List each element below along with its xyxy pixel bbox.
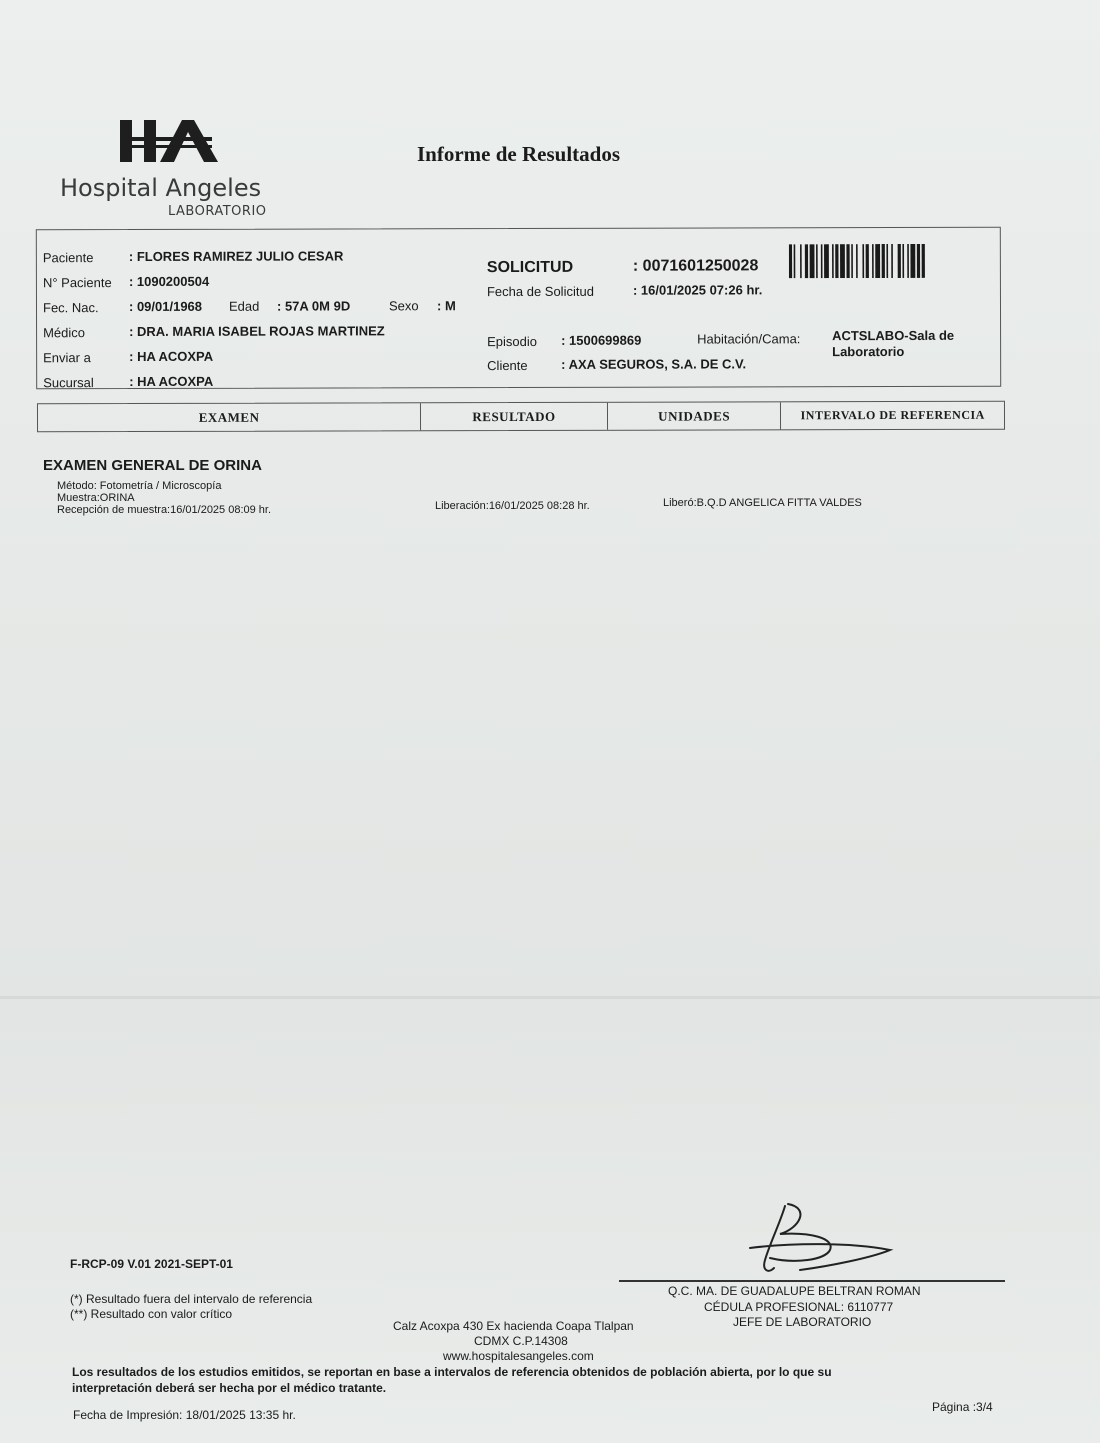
ha-logo-icon	[120, 118, 220, 164]
value-habitacion-1: ACTSLABO-Sala de	[832, 327, 955, 344]
label-fec-nac: Fec. Nac.	[42, 300, 99, 316]
logo-name: Hospital Angeles	[60, 174, 262, 202]
value-num-paciente: : 1090200504	[128, 273, 210, 290]
label-paciente: Paciente	[42, 250, 94, 266]
value-sexo: : M	[436, 298, 456, 314]
col-intervalo: INTERVALO DE REFERENCIA	[800, 407, 985, 423]
label-habitacion: Habitación/Cama:	[697, 331, 801, 347]
address-line-1: Calz Acoxpa 430 Ex hacienda Coapa Tlalpan	[393, 1319, 634, 1333]
exam-recepcion: Recepción de muestra:16/01/2025 08:09 hr.	[57, 504, 272, 516]
col-resultado: RESULTADO	[421, 403, 608, 430]
patient-info-box	[36, 227, 1001, 390]
signer-name: Q.C. MA. DE GUADALUPE BELTRAN ROMAN	[668, 1284, 921, 1298]
print-date: Fecha de Impresión: 18/01/2025 13:35 hr.	[73, 1408, 296, 1422]
signature-icon	[740, 1198, 910, 1280]
label-cliente: Cliente	[487, 357, 528, 374]
page-number: Página :3/4	[932, 1400, 993, 1414]
legend-critical: (**) Resultado con valor crítico	[70, 1307, 233, 1321]
legend-out-of-range: (*) Resultado fuera del intervalo de referencia	[70, 1292, 313, 1306]
label-medico: Médico	[43, 325, 86, 341]
exam-libero: Liberó:B.Q.D ANGELICA FITTA VALDES	[663, 497, 862, 509]
address-line-2: CDMX C.P.14308	[474, 1334, 568, 1348]
form-code: F-RCP-09 V.01 2021-SEPT-01	[70, 1257, 233, 1271]
value-habitacion-2: Laboratorio	[832, 343, 905, 360]
col-examen: EXAMEN	[38, 403, 421, 431]
signature-line	[619, 1280, 1005, 1282]
col-unidades: UNIDADES	[608, 402, 782, 429]
exam-muestra: Muestra:ORINA	[57, 492, 135, 504]
value-enviar-a: : HA ACOXPA	[129, 348, 214, 365]
disclaimer-line-1: Los resultados de los estudios emitidos, se reportan en base a intervalos de referencia obtenidos de población abierta, por lo que su	[72, 1365, 832, 1379]
exam-title: EXAMEN GENERAL DE ORINA	[43, 457, 262, 474]
label-sexo: Sexo	[388, 298, 419, 314]
value-sucursal: : HA ACOXPA	[129, 373, 214, 390]
disclaimer-line-2: interpretación deberá ser hecha por el médico tratante.	[72, 1381, 387, 1395]
exam-liberacion: Liberación:16/01/2025 08:28 hr.	[435, 500, 590, 512]
website: www.hospitalesangeles.com	[443, 1349, 594, 1363]
value-paciente: : FLORES RAMIREZ JULIO CESAR	[128, 248, 344, 265]
value-cliente: : AXA SEGUROS, S.A. DE C.V.	[561, 356, 747, 372]
value-edad: : 57A 0M 9D	[276, 298, 351, 314]
value-fec-nac: : 09/01/1968	[128, 298, 203, 315]
logo-subtitle: LABORATORIO	[168, 204, 267, 219]
label-num-paciente: N° Paciente	[42, 275, 112, 291]
label-enviar-a: Enviar a	[43, 350, 91, 366]
barcode-icon	[789, 244, 975, 278]
signer-cedula: CÉDULA PROFESIONAL: 6110777	[704, 1300, 894, 1314]
results-table-header	[37, 401, 1005, 433]
exam-metodo: Método: Fotometría / Microscopía	[57, 480, 222, 492]
label-fecha-solicitud: Fecha de Solicitud	[486, 283, 594, 300]
value-medico: : DRA. MARIA ISABEL ROJAS MARTINEZ	[129, 323, 385, 340]
label-sucursal: Sucursal	[43, 375, 94, 391]
signer-title: JEFE DE LABORATORIO	[733, 1315, 872, 1329]
page-title: Informe de Resultados	[417, 142, 620, 166]
label-edad: Edad	[228, 298, 260, 314]
value-episodio: : 1500699869	[561, 332, 642, 348]
label-solicitud: SOLICITUD	[486, 258, 574, 277]
paper-fold	[0, 996, 1100, 999]
value-fecha-solicitud: : 16/01/2025 07:26 hr.	[632, 282, 763, 298]
label-episodio: Episodio	[487, 333, 537, 350]
value-solicitud: : 0071601250028	[632, 257, 759, 275]
